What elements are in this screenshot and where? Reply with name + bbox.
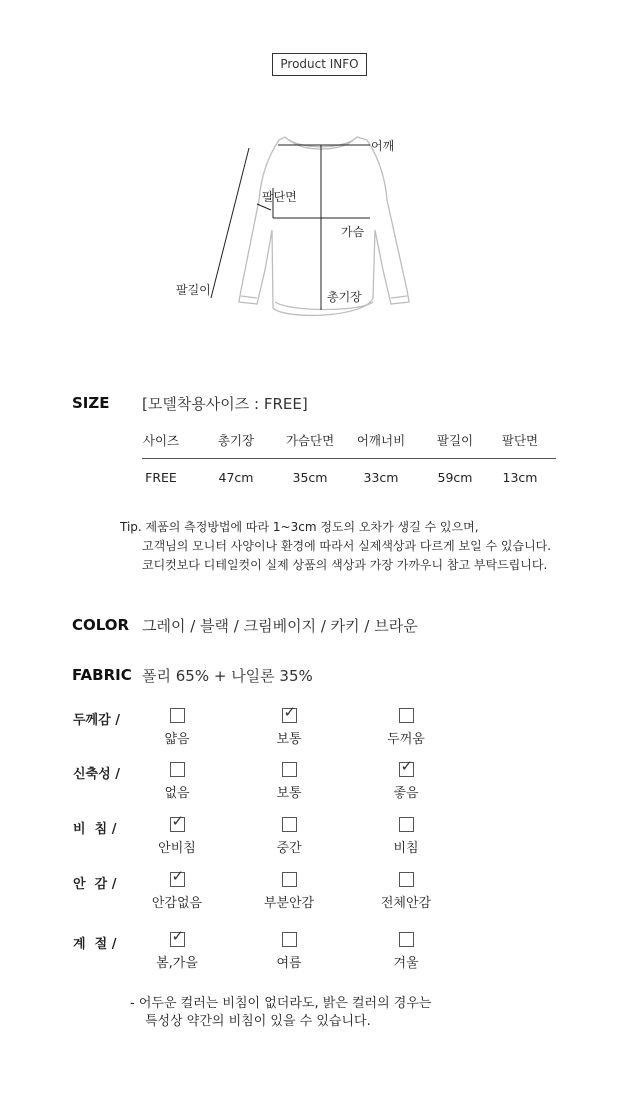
checked-box-icon — [282, 703, 297, 723]
attribute-option — [122, 812, 232, 856]
size-header: 가슴단면 — [285, 433, 335, 448]
note-line: - 어두운 컬러는 비침이 없더라도, 밝은 컬러의 경우는 — [130, 996, 432, 1011]
check-mark-icon: ✓ — [171, 927, 185, 945]
attribute-option-label: 안감없음 — [151, 896, 203, 911]
attribute-option-label: 봄,가을 — [156, 956, 198, 971]
attribute-label: 계 절 / — [73, 937, 117, 952]
shoulder-label: 어깨 — [371, 139, 395, 153]
size-cell: 47cm — [218, 470, 254, 485]
note-line: 특성상 약간의 비침이 있을 수 있습니다. — [145, 1014, 371, 1029]
attribute-option-label: 좋음 — [393, 786, 419, 801]
attribute-option-label: 겨울 — [393, 956, 419, 971]
model-size: [모델착용사이즈 : FREE] — [142, 395, 308, 413]
checked-box-icon — [399, 757, 414, 777]
checkbox-icon — [399, 817, 414, 832]
length-label: 총기장 — [327, 290, 362, 304]
attribute-option — [351, 817, 461, 856]
check-mark-icon: ✓ — [171, 812, 185, 830]
attribute-option-label: 보통 — [276, 732, 302, 747]
checkbox-icon — [170, 708, 185, 723]
size-header: 어깨너비 — [356, 433, 406, 448]
check-mark-icon: ✓ — [283, 703, 297, 721]
attribute-option — [122, 708, 232, 747]
size-cell: 35cm — [292, 470, 328, 485]
fabric-title: FABRIC — [72, 666, 132, 684]
checked-box-icon — [170, 867, 185, 887]
checkbox-icon — [399, 932, 414, 947]
size-header: 총기장 — [217, 433, 255, 448]
table-divider — [142, 458, 556, 459]
attribute-option-label: 여름 — [276, 956, 302, 971]
cuff-label: 팔단면 — [262, 190, 297, 204]
checkbox-icon — [170, 762, 185, 777]
attribute-option — [234, 872, 344, 911]
tip-line: Tip. 제품의 측정방법에 따라 1~3cm 정도의 오차가 생길 수 있으며, — [120, 520, 479, 534]
attribute-option-label: 부분안감 — [263, 896, 315, 911]
measurement-tip — [120, 518, 551, 575]
size-header: 팔길이 — [436, 433, 474, 448]
checkbox-icon — [399, 708, 414, 723]
size-cell: FREE — [145, 470, 177, 485]
attribute-option-label: 얇음 — [164, 732, 190, 747]
size-header: 사이즈 — [142, 433, 180, 448]
attribute-option — [351, 932, 461, 971]
tip-line: 고객님의 모니터 사양이나 환경에 따라서 실제색상과 다르게 보일 수 있습니다. — [142, 539, 552, 553]
attribute-label: 두께감 / — [73, 713, 120, 728]
attribute-option-label: 두꺼움 — [387, 732, 425, 747]
attribute-option-label: 중간 — [276, 841, 302, 856]
attribute-option — [234, 817, 344, 856]
size-cell: 59cm — [437, 470, 473, 485]
size-cell: 33cm — [363, 470, 399, 485]
check-mark-icon: ✓ — [400, 757, 414, 775]
attribute-option — [234, 703, 344, 747]
color-title: COLOR — [72, 616, 130, 634]
attribute-option-label: 보통 — [276, 786, 302, 801]
size-cell: 13cm — [502, 470, 538, 485]
checked-box-icon — [170, 812, 185, 832]
attribute-option-label: 안비침 — [158, 841, 196, 856]
checkbox-icon — [282, 872, 297, 887]
check-mark-icon: ✓ — [171, 867, 185, 885]
attribute-label: 신축성 / — [73, 767, 120, 782]
garment-diagram — [195, 120, 435, 335]
color-value: 그레이 / 블랙 / 크림베이지 / 카키 / 브라운 — [142, 617, 418, 635]
attribute-option — [234, 932, 344, 971]
attribute-label: 비 침 / — [73, 822, 117, 837]
attribute-option — [122, 762, 232, 801]
size-title: SIZE — [72, 394, 110, 412]
tip-line: 코디컷보다 디테일컷이 실제 상품의 색상과 가장 가까우니 참고 부탁드립니다. — [142, 558, 548, 572]
fabric-value: 폴리 65% + 나일론 35% — [142, 667, 313, 685]
checkbox-icon — [282, 762, 297, 777]
attribute-option-label: 비침 — [393, 841, 419, 856]
checkbox-icon — [399, 872, 414, 887]
sheerness-note — [130, 995, 431, 1031]
attribute-option — [351, 708, 461, 747]
attribute-option — [351, 872, 461, 911]
attribute-option — [351, 757, 461, 801]
attribute-option — [122, 927, 232, 971]
attribute-option-label: 없음 — [164, 786, 190, 801]
checkbox-icon — [282, 932, 297, 947]
attribute-option — [234, 762, 344, 801]
sleeve-label: 팔길이 — [176, 283, 211, 297]
attribute-label: 안 감 / — [73, 877, 117, 892]
product-info-badge: Product INFO — [272, 53, 367, 76]
attribute-option — [122, 867, 232, 911]
checked-box-icon — [170, 927, 185, 947]
chest-label: 가슴 — [341, 225, 365, 239]
checkbox-icon — [282, 817, 297, 832]
attribute-option-label: 전체안감 — [380, 896, 432, 911]
size-header: 팔단면 — [501, 433, 539, 448]
